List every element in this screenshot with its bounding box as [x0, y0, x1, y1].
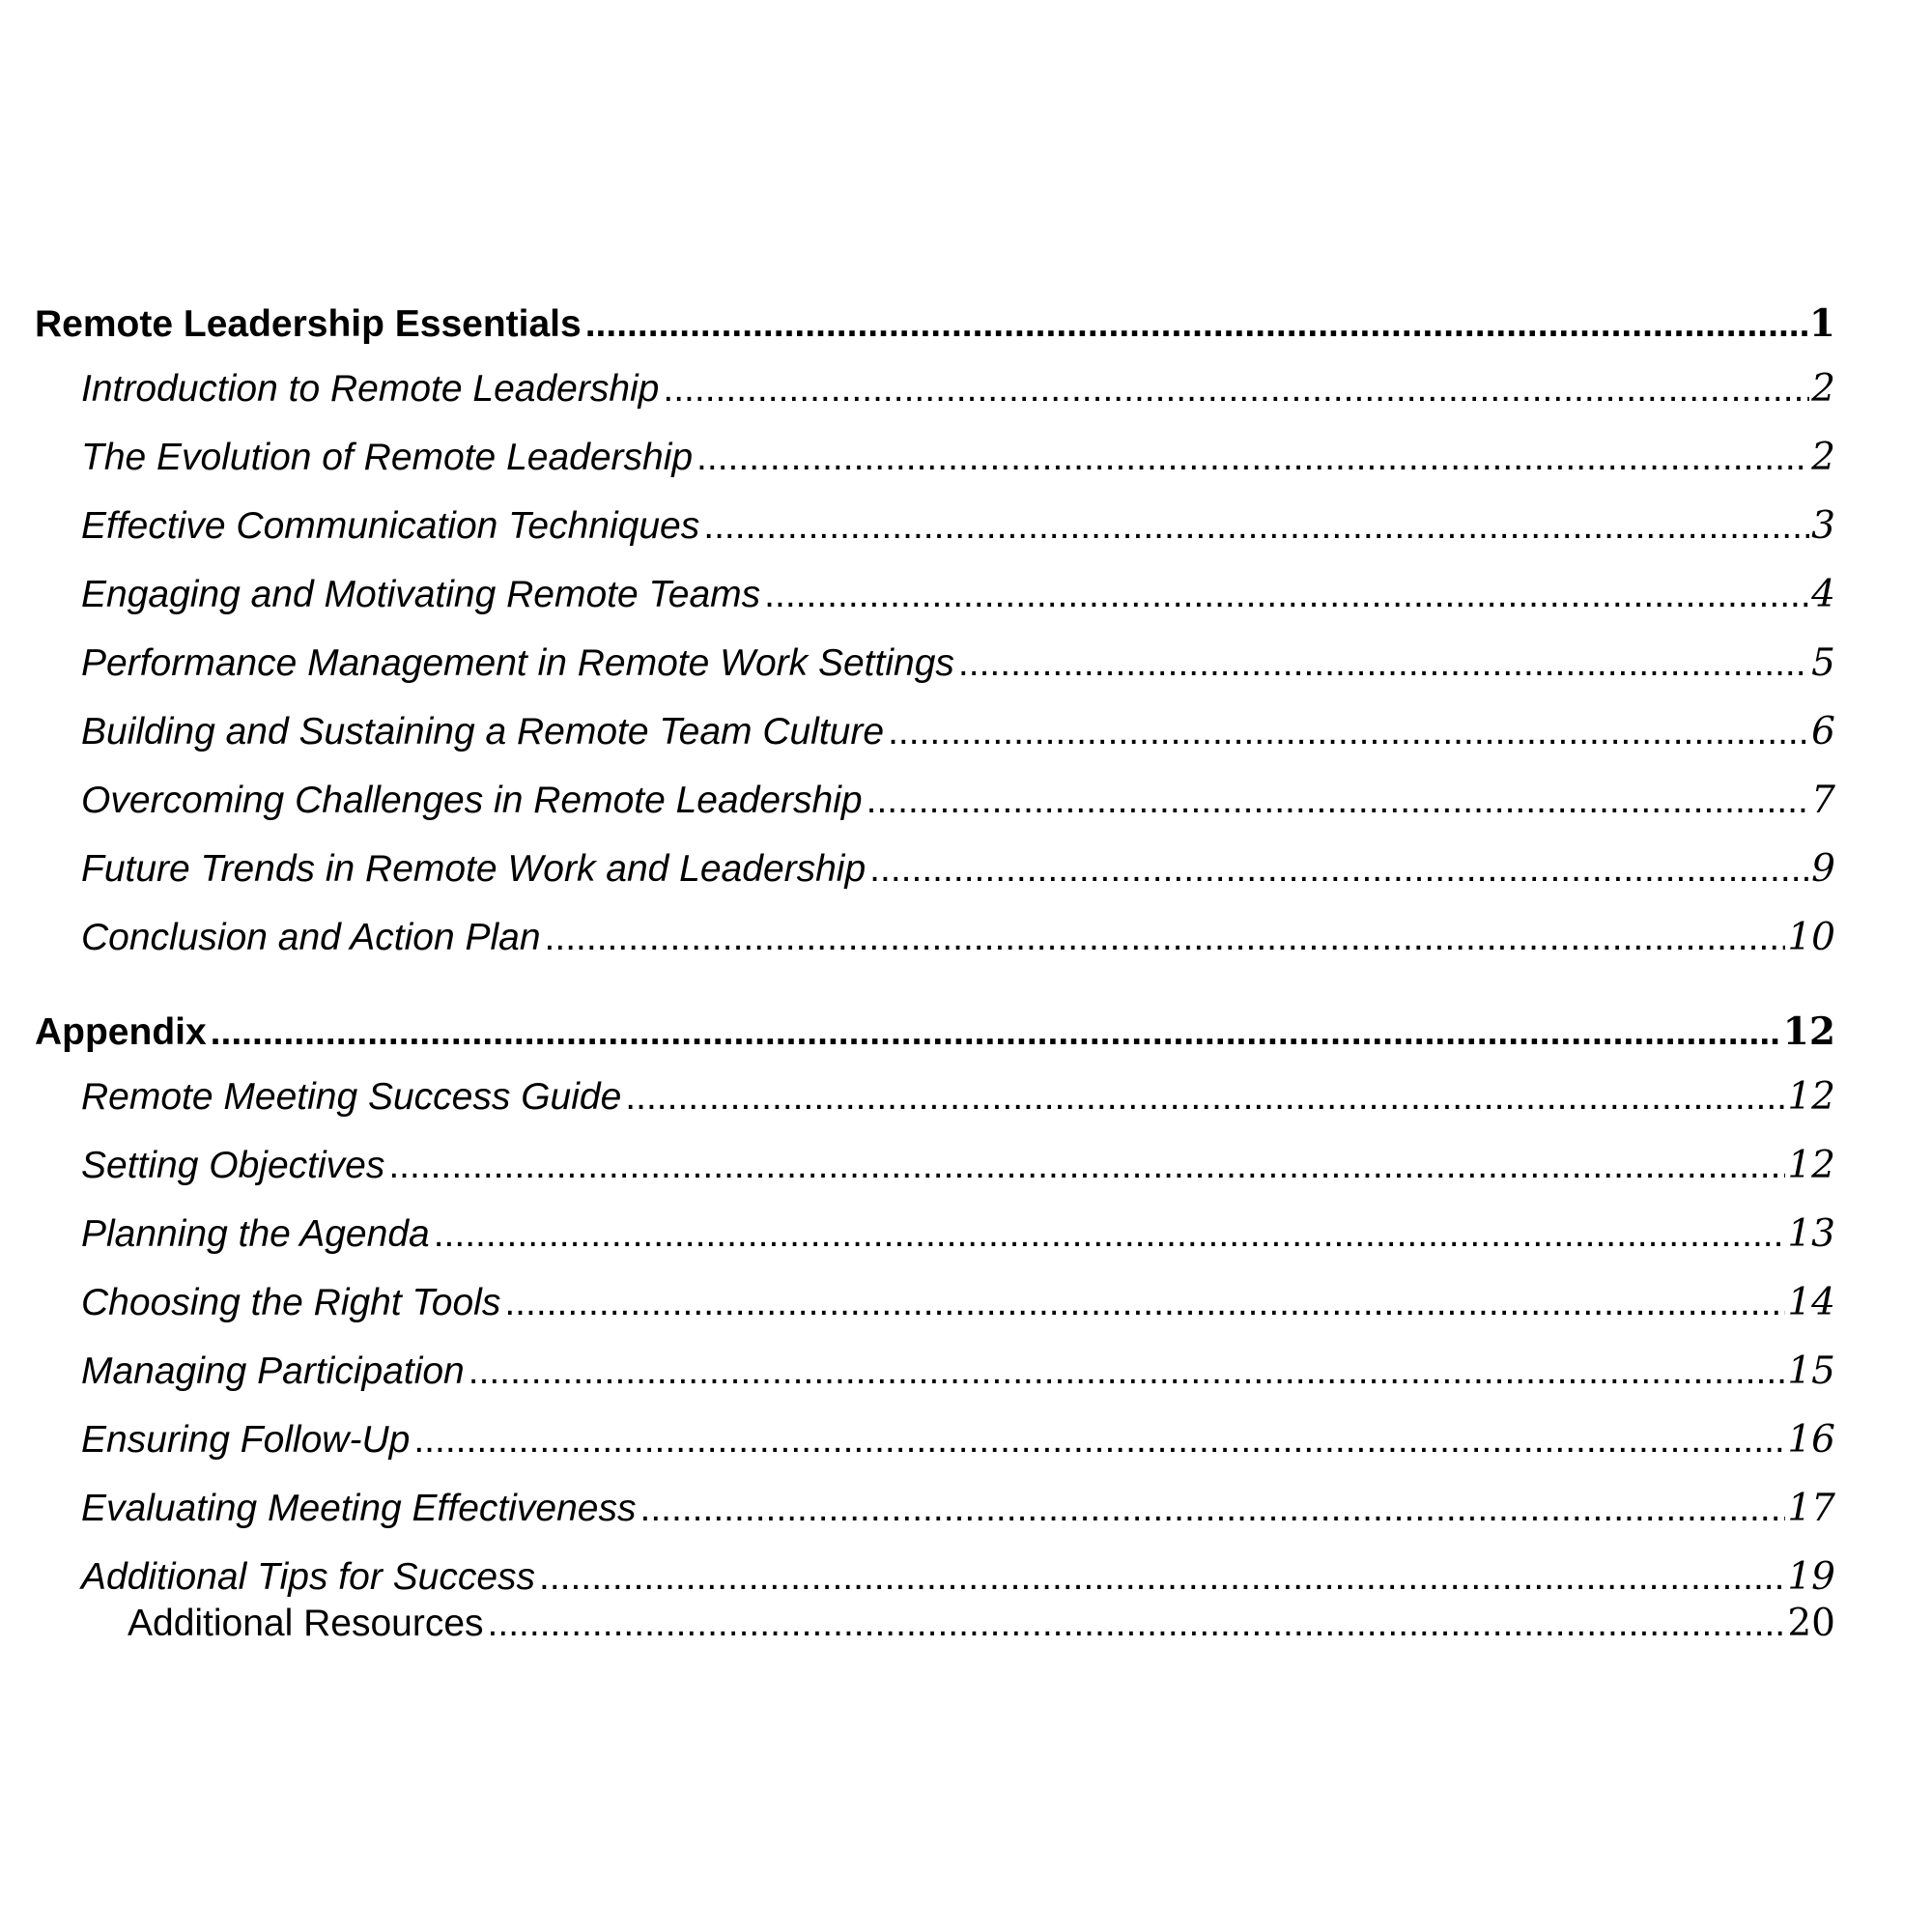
toc-item[interactable] — [35, 1075, 1835, 1144]
dot-leader — [696, 437, 1809, 479]
toc-page-number: 4 — [1811, 573, 1835, 616]
dot-leader — [867, 780, 1810, 822]
toc-item[interactable] — [35, 916, 1835, 984]
toc-item-title: Introduction to Remote Leadership — [81, 368, 660, 410]
toc-subitem-title: Additional Resources — [128, 1603, 484, 1644]
toc-item-title: Effective Communication Techniques — [81, 505, 700, 547]
toc-heading-title: Remote Leadership Essentials — [35, 303, 582, 345]
toc-page-number: 6 — [1811, 710, 1835, 753]
toc-page-number: 17 — [1787, 1487, 1835, 1530]
toc-item-title: Performance Management in Remote Work Settings — [81, 642, 954, 684]
dot-leader — [539, 1556, 1785, 1599]
toc-item[interactable] — [35, 1281, 1835, 1350]
section-spacer — [35, 984, 1835, 1009]
dot-leader — [388, 1145, 1785, 1187]
toc-heading-remote-leadership-essentials[interactable] — [35, 301, 1835, 367]
dot-leader — [211, 1011, 1781, 1054]
dot-leader — [869, 848, 1809, 891]
toc-item-title: Overcoming Challenges in Remote Leadership — [81, 780, 863, 821]
toc-item-title: Building and Sustaining a Remote Team Culture — [81, 711, 885, 753]
toc-page-number: 12 — [1782, 1009, 1835, 1054]
dot-leader — [663, 368, 1809, 411]
toc-page-number: 7 — [1811, 779, 1835, 822]
toc-item[interactable] — [35, 367, 1835, 436]
dot-leader — [545, 917, 1786, 959]
toc-item-title: Setting Objectives — [81, 1145, 385, 1186]
dot-leader — [888, 711, 1809, 753]
toc-page-number: 5 — [1811, 641, 1835, 685]
toc-item[interactable] — [35, 641, 1835, 710]
toc-item-title: Remote Meeting Success Guide — [81, 1076, 622, 1118]
dot-leader — [764, 574, 1809, 616]
toc-item-title: Ensuring Follow-Up — [81, 1419, 411, 1461]
toc-heading-appendix[interactable] — [35, 1009, 1835, 1075]
toc-page-number: 15 — [1787, 1350, 1835, 1393]
toc-item-title: Engaging and Motivating Remote Teams — [81, 574, 761, 615]
toc-page-number: 12 — [1787, 1144, 1835, 1187]
toc-item[interactable] — [35, 1144, 1835, 1212]
dot-leader — [434, 1213, 1786, 1256]
toc-page-number: 2 — [1811, 436, 1835, 479]
toc-item[interactable] — [35, 1418, 1835, 1487]
toc-page-number: 14 — [1787, 1281, 1835, 1324]
toc-page-number: 19 — [1787, 1555, 1835, 1599]
dot-leader — [703, 505, 1809, 548]
toc-item[interactable] — [35, 436, 1835, 504]
toc-page-number: 3 — [1811, 504, 1835, 548]
toc-item[interactable] — [35, 1487, 1835, 1555]
toc-page-number: 1 — [1808, 301, 1835, 346]
toc-page-number: 13 — [1787, 1212, 1835, 1256]
dot-leader — [488, 1603, 1786, 1645]
dot-leader — [585, 303, 1807, 346]
toc-item-title: Future Trends in Remote Work and Leadership — [81, 848, 867, 890]
toc-item-title: Planning the Agenda — [81, 1213, 430, 1255]
dot-leader — [625, 1076, 1785, 1119]
toc-item[interactable] — [35, 504, 1835, 573]
toc-item-title: Managing Participation — [81, 1350, 465, 1392]
toc-page-number: 10 — [1787, 916, 1835, 959]
dot-leader — [504, 1282, 1785, 1324]
toc-subitem[interactable] — [35, 1602, 1835, 1650]
dot-leader — [640, 1488, 1786, 1530]
toc-page-number: 9 — [1811, 847, 1835, 891]
toc-item[interactable] — [35, 779, 1835, 847]
toc-heading-title: Appendix — [35, 1011, 207, 1053]
toc-item[interactable] — [35, 1212, 1835, 1281]
toc-item-title: The Evolution of Remote Leadership — [81, 437, 694, 478]
toc-item[interactable] — [35, 573, 1835, 641]
toc-item-title: Choosing the Right Tools — [81, 1282, 501, 1323]
toc-page-number: 16 — [1787, 1418, 1835, 1462]
toc-item[interactable] — [35, 1555, 1835, 1602]
table-of-contents — [35, 301, 1835, 1650]
toc-item-title: Additional Tips for Success — [81, 1556, 536, 1598]
toc-item[interactable] — [35, 847, 1835, 916]
dot-leader — [469, 1350, 1786, 1393]
toc-item-title: Evaluating Meeting Effectiveness — [81, 1488, 637, 1529]
toc-page-number: 2 — [1811, 367, 1835, 411]
dot-leader — [958, 642, 1809, 685]
dot-leader — [413, 1419, 1785, 1462]
toc-item[interactable] — [35, 710, 1835, 779]
toc-item[interactable] — [35, 1350, 1835, 1418]
toc-page-number: 20 — [1787, 1602, 1835, 1645]
toc-item-title: Conclusion and Action Plan — [81, 917, 541, 958]
toc-page-number: 12 — [1787, 1075, 1835, 1119]
